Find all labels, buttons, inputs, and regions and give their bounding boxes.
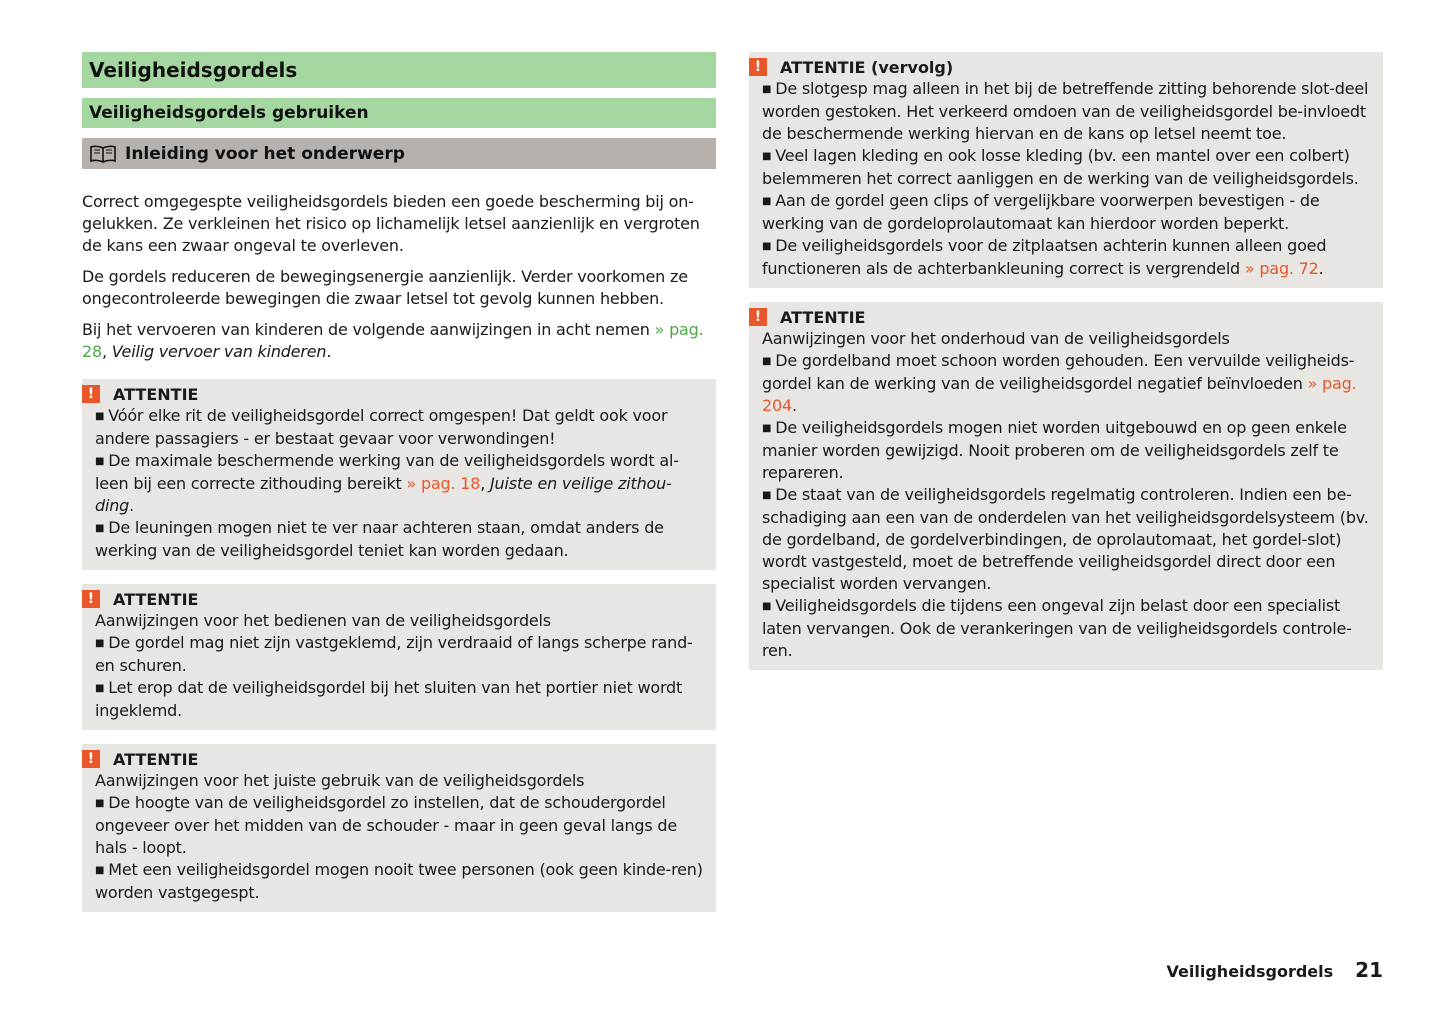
warning-bullet-text: Vóór elke rit de veiligheidsgordel correct omgespen! Dat geldt ook voor andere passagiers - er bestaat gevaar voor verwondingen! bbox=[95, 406, 668, 448]
warning-bullet-text: De gordel mag niet zijn vastgeklemd, zijn verdraaid of langs scherpe rand-en schuren. bbox=[95, 633, 693, 675]
square-bullet-icon: ■ bbox=[95, 411, 105, 422]
exclamation-icon: ! bbox=[82, 750, 100, 768]
intro-p3-separator: , bbox=[101, 342, 112, 361]
warning-box-3 bbox=[82, 744, 716, 912]
warning-title bbox=[749, 56, 1371, 78]
warning-bullet-text: De slotgesp mag alleen in het bij de betreffende zitting behorende slot-deel worden gestoken. Het verkeerd omdoen van de veiligheidsgordel be-invloedt de beschermende werking hiervan en de kans op letsel neemt toe. bbox=[762, 79, 1369, 143]
square-bullet-icon: ■ bbox=[762, 151, 772, 162]
warning-bullet bbox=[95, 792, 704, 859]
warning-bullet-end: . bbox=[1318, 259, 1324, 278]
exclamation-icon: ! bbox=[82, 590, 100, 608]
section-heading bbox=[82, 52, 716, 88]
intro-p3-end: . bbox=[326, 342, 332, 361]
warning-bullet bbox=[762, 190, 1371, 235]
square-bullet-icon: ■ bbox=[95, 798, 105, 809]
intro-p3-text: Bij het vervoeren van kinderen de volgende aanwijzingen in acht nemen bbox=[82, 320, 655, 339]
square-bullet-icon: ■ bbox=[762, 241, 772, 252]
warning-bullet-text: Veel lagen kleding en ook losse kleding (bv. een mantel over een colbert) belemmeren het correct aanliggen en de werking van de veiligheidsgordels. bbox=[762, 146, 1359, 188]
square-bullet-icon: ■ bbox=[95, 638, 105, 649]
topic-intro-heading-text: Inleiding voor het onderwerp bbox=[125, 143, 405, 164]
warning-bullet bbox=[762, 417, 1371, 484]
warning-bullet-text: Aan de gordel geen clips of vergelijkbare voorwerpen bevestigen - de werking van de gordeloprolautomaat kan hierdoor worden beperkt. bbox=[762, 191, 1320, 233]
warning-title bbox=[82, 748, 704, 770]
right-column bbox=[749, 52, 1383, 684]
topic-intro-heading bbox=[82, 138, 716, 169]
square-bullet-icon: ■ bbox=[95, 456, 105, 467]
warning-box-1 bbox=[82, 379, 716, 570]
exclamation-icon: ! bbox=[82, 385, 100, 403]
square-bullet-icon: ■ bbox=[762, 423, 772, 434]
exclamation-icon: ! bbox=[749, 58, 767, 76]
warning-bullet-text: Veiligheidsgordels die tijdens een ongeval zijn belast door een specialist laten vervangen. Ook de verankeringen van de veiligheidsgordels controle-ren. bbox=[762, 596, 1352, 660]
warning-title bbox=[82, 383, 704, 405]
intro-paragraph-2: De gordels reduceren de bewegingsenergie aanzienlijk. Verder voorkomen ze ongecontroleerde bewegingen die zwaar letsel tot gevolg kunnen hebben. bbox=[82, 267, 688, 308]
warning-title-text: ATTENTIE (vervolg) bbox=[780, 57, 954, 77]
warning-bullet-text: De veiligheidsgordels voor de zitplaatsen achterin kunnen alleen goed functioneren als de achterbankleuning correct is vergrendeld bbox=[762, 236, 1327, 278]
square-bullet-icon: ■ bbox=[95, 683, 105, 694]
warning-bullet-text: De veiligheidsgordels mogen niet worden uitgebouwd en op geen enkele manier worden gewijzigd. Nooit proberen om de veiligheidsgordels zelf te repareren. bbox=[762, 418, 1347, 482]
intro-paragraph-1: Correct omgegespte veiligheidsgordels bieden een goede bescherming bij on-gelukken. Ze verkleinen het risico op lichamelijk letsel aanzienlijk en vergroten de kans een zwaar ongeval te overleven. bbox=[82, 192, 700, 255]
square-bullet-icon: ■ bbox=[95, 523, 105, 534]
warning-bullet-text: Let erop dat de veiligheidsgordel bij het sluiten van het portier niet wordt ingeklemd. bbox=[95, 678, 683, 720]
exclamation-icon: ! bbox=[749, 308, 767, 326]
warning-title-text: ATTENTIE bbox=[780, 307, 866, 327]
square-bullet-icon: ■ bbox=[762, 490, 772, 501]
warning-box-2 bbox=[82, 584, 716, 730]
warning-intro: Aanwijzingen voor het bedienen van de veiligheidsgordels bbox=[95, 611, 551, 630]
square-bullet-icon: ■ bbox=[762, 356, 772, 367]
warning-bullet-text: De gordelband moet schoon worden gehouden. Een vervuilde veiligheids-gordel kan de werking van de veiligheidsgordel negatief beïnvloeden bbox=[762, 351, 1355, 393]
page-204-link[interactable]: » pag. 204 bbox=[762, 374, 1357, 415]
warning-bullet bbox=[762, 78, 1371, 145]
warning-title-text: ATTENTIE bbox=[113, 589, 199, 609]
square-bullet-icon: ■ bbox=[762, 601, 772, 612]
left-column bbox=[82, 52, 716, 926]
warning-title bbox=[82, 588, 704, 610]
warning-bullet bbox=[95, 450, 704, 517]
page-footer bbox=[1167, 958, 1383, 982]
warning-bullet-end: . bbox=[791, 396, 797, 415]
square-bullet-icon: ■ bbox=[95, 865, 105, 876]
warning-box-maintenance bbox=[749, 302, 1383, 670]
warning-bullet-end: . bbox=[129, 496, 134, 515]
footer-section-title: Veiligheidsgordels bbox=[1166, 962, 1334, 981]
book-icon bbox=[89, 145, 117, 163]
subsection-heading-text: Veiligheidsgordels gebruiken bbox=[89, 103, 369, 123]
subsection-heading bbox=[82, 98, 716, 128]
warning-intro: Aanwijzingen voor het juiste gebruik van de veiligheidsgordels bbox=[95, 771, 585, 790]
page-72-link[interactable]: » pag. 72 bbox=[1244, 259, 1319, 278]
page-28-link[interactable]: » pag. 28 bbox=[82, 320, 704, 361]
warning-bullet bbox=[762, 235, 1371, 280]
warning-bullet bbox=[762, 350, 1371, 417]
warning-title-text: ATTENTIE bbox=[113, 384, 199, 404]
square-bullet-icon: ■ bbox=[762, 196, 772, 207]
warning-bullet bbox=[95, 859, 704, 904]
warning-bullet bbox=[95, 632, 704, 677]
warning-bullet bbox=[762, 595, 1371, 662]
square-bullet-icon: ■ bbox=[762, 84, 772, 95]
page-18-link[interactable]: » pag. 18 bbox=[406, 474, 481, 493]
warning-bullet-separator: , bbox=[480, 474, 490, 493]
warning-bullet bbox=[95, 405, 704, 450]
warning-title-text: ATTENTIE bbox=[113, 749, 199, 769]
warning-intro: Aanwijzingen voor het onderhoud van de veiligheidsgordels bbox=[762, 329, 1230, 348]
warning-reference: Juiste en veilige zithou-ding bbox=[95, 474, 672, 515]
warning-bullet-text: De leuningen mogen niet te ver naar achteren staan, omdat anders de werking van de veiligheidsgordel teniet kan worden gedaan. bbox=[95, 518, 664, 560]
warning-bullet bbox=[762, 484, 1371, 595]
warning-bullet bbox=[95, 517, 704, 562]
warning-bullet-text: De hoogte van de veiligheidsgordel zo instellen, dat de schoudergordel ongeveer over het midden van de schouder - maar in geen geval langs de hals - loopt. bbox=[95, 793, 677, 857]
page-number: 21 bbox=[1355, 958, 1383, 982]
intro-paragraph-3 bbox=[82, 319, 716, 363]
warning-bullet-text: De maximale beschermende werking van de veiligheidsgordels wordt al-leen bij een correcte zithouding bereikt bbox=[95, 451, 679, 493]
warning-bullet bbox=[95, 677, 704, 722]
warning-bullet bbox=[762, 145, 1371, 190]
warning-bullet-text: Met een veiligheidsgordel mogen nooit twee personen (ook geen kinde-ren) worden vastgegespt. bbox=[95, 860, 703, 902]
warning-box-continued bbox=[749, 52, 1383, 288]
section-heading-text: Veiligheidsgordels bbox=[89, 58, 298, 82]
warning-title bbox=[749, 306, 1371, 328]
warning-bullet-text: De staat van de veiligheidsgordels regelmatig controleren. Indien een be-schadiging aan een van de onderdelen van het veiligheidsgordelsysteem (bv. de gordelband, de gordelverbindingen, de oprolautomaat, het gordel-slot) wordt vastgesteld, moet de betreffende veiligheidsgordel direct door een specialist worden vervangen. bbox=[762, 485, 1369, 593]
intro-p3-reference: Veilig vervoer van kinderen bbox=[111, 342, 327, 361]
